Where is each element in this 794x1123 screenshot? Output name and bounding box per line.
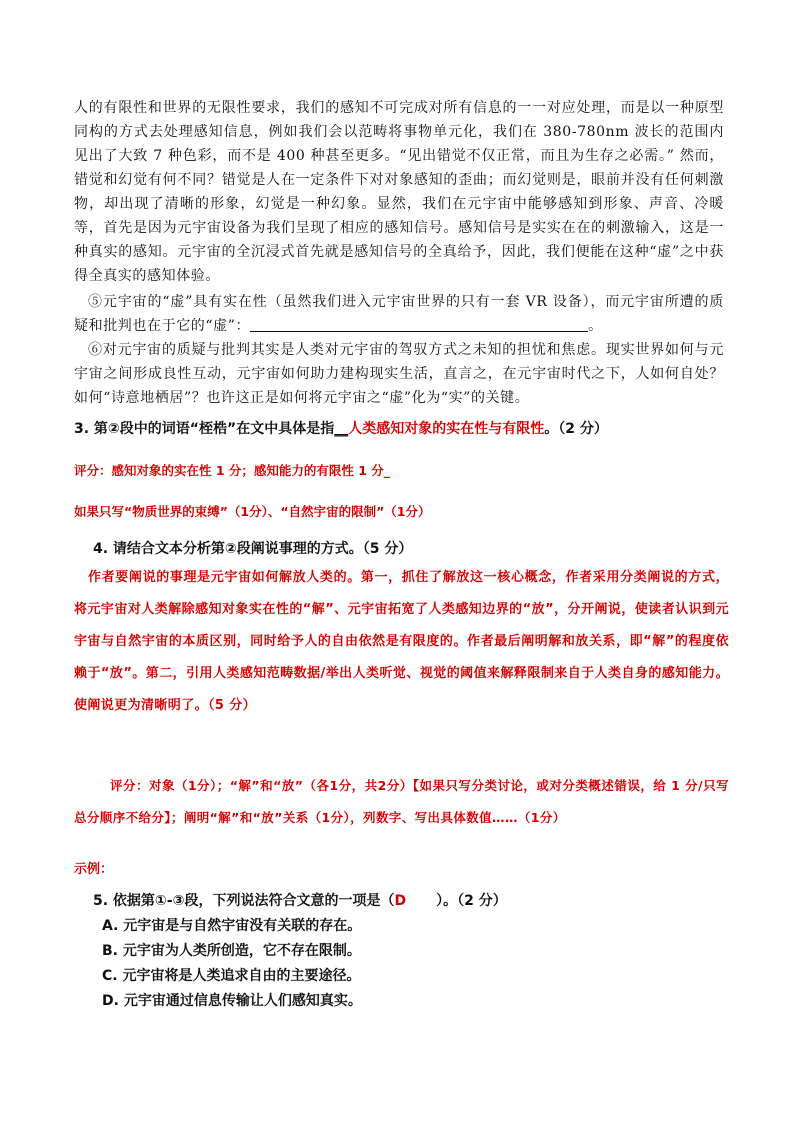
question-5-suffix: ）。（2 分）	[436, 893, 507, 909]
question-4-answer: 作者要阐说的事理是元宇宙如何解放人类的。第一，抓住了解放这一核心概念，作者采用分类阐说的方式，将元宇宙对人类解除感知对象实在性的“解”、元宇宙拓宽了人类感知边界的“放”，分开阐说，使读者认识到元宇宙与自然宇宙的本质区别，同时给予人的自由依然是有限度的。作者最后阐明解和放关系，即“解”的程度依赖于“放”。第二，引用人类感知范畴数据/举出人类听觉、视觉的阈值来解释限制来自于人类自身的感知能力。使阐说更为清晰明了。（5 分）	[74, 570, 729, 713]
option-a[interactable]: A. 元宇宙是与自然宇宙没有关联的存在。	[102, 918, 362, 934]
question-5-prefix: 5. 依据第①-③段，下列说法符合文意的一项是（	[93, 893, 395, 909]
option-c[interactable]: C. 元宇宙将是人类追求自由的主要途径。	[102, 968, 361, 984]
passage-paragraph-continued: 人的有限性和世界的无限性要求，我们的感知不可完成对所有信息的一一对应处理，而是以一种原型同构的方式去处理感知信息，例如我们会以范畴将事物单元化，我们在 380-780nm 波长的范围内见出了大致 7 种色彩，而不是 400 种甚至更多。“见出错觉不仅正常，而且为生存之必需。” 然而，错觉和幻觉有何不同？错觉是人在一定条件下对对象感知的歪曲；而幻觉则是，眼前并没有任何刺激物，却出现了清晰的形象，幻觉是一种幻象。显然，我们在元宇宙中能够感知到形象、声音、冷暖等，首先是因为元宇宙设备为我们呈现了相应的感知信号。感知信号是实实在在的刺激输入，这是一种真实的感知。元宇宙的全沉浸式首先就是感知信号的全真给予，因此，我们便能在这种“虚”之中获得全真实的感知体验。	[74, 100, 724, 284]
question-3-answer: 人类感知对象的实在性与有限性	[348, 421, 545, 437]
question-3-note: 如果只写“物质世界的束缚”（1分）、“自然宇宙的限制”（1分）	[74, 504, 431, 519]
question-3-prefix: 3. 第②段中的词语“桎梏”在文中具体是指	[74, 421, 335, 437]
question-4-example: 示例：	[74, 862, 114, 877]
question-4-score: 评分：对象（1分）；“解”和“放”（各1分，共2分）【如果只写分类讨论，或对分类概述错误，给 1 分/只写总分顺序不给分】；阐明“解”和“放”关系（1分），列数字、写出具体数值……（1分）	[74, 778, 729, 825]
question-3-suffix: 。（2 分）	[544, 421, 608, 437]
question-5-answer: D	[394, 893, 407, 909]
passage-paragraph-5	[74, 290, 724, 338]
option-b[interactable]: B. 元宇宙为人类所创造，它不存在限制。	[102, 943, 361, 959]
question-5	[93, 890, 753, 910]
paragraph-5-end: 。	[588, 318, 603, 334]
passage-paragraph-6: ⑥对元宇宙的质疑与批判其实是人类对元宇宙的驾驭方式之未知的担忧和焦虑。现实世界如何与元宇宙之间形成良性互动，元宇宙如何助力建构现实生活，直言之，在元宇宙时代之下，人如何自处？如何“诗意地栖居”？也许这正是如何将元宇宙之“虚”化为“实”的关键。	[74, 342, 724, 406]
option-d[interactable]: D. 元宇宙通过信息传输让人们感知真实。	[102, 993, 362, 1009]
question-3: 3. 第②段中的词语“桎梏”在文中具体是指__人类感知对象的实在性与有限性。（2 分）	[74, 421, 608, 437]
question-3-score: 评分：感知对象的实在性 1 分；感知能力的有限性 1 分_	[74, 463, 391, 478]
question-4-title: 4. 请结合文本分析第②段阐说事理的方式。（5 分）	[93, 541, 413, 557]
paragraph-5-text: ⑤元宇宙的“虚”具有实在性（虽然我们进入元宇宙世界的只有一套 VR 设备），而元宇宙所遭的质疑和批判也在于它的“虚”：	[74, 294, 724, 334]
fill-in-blank[interactable]	[250, 317, 588, 332]
